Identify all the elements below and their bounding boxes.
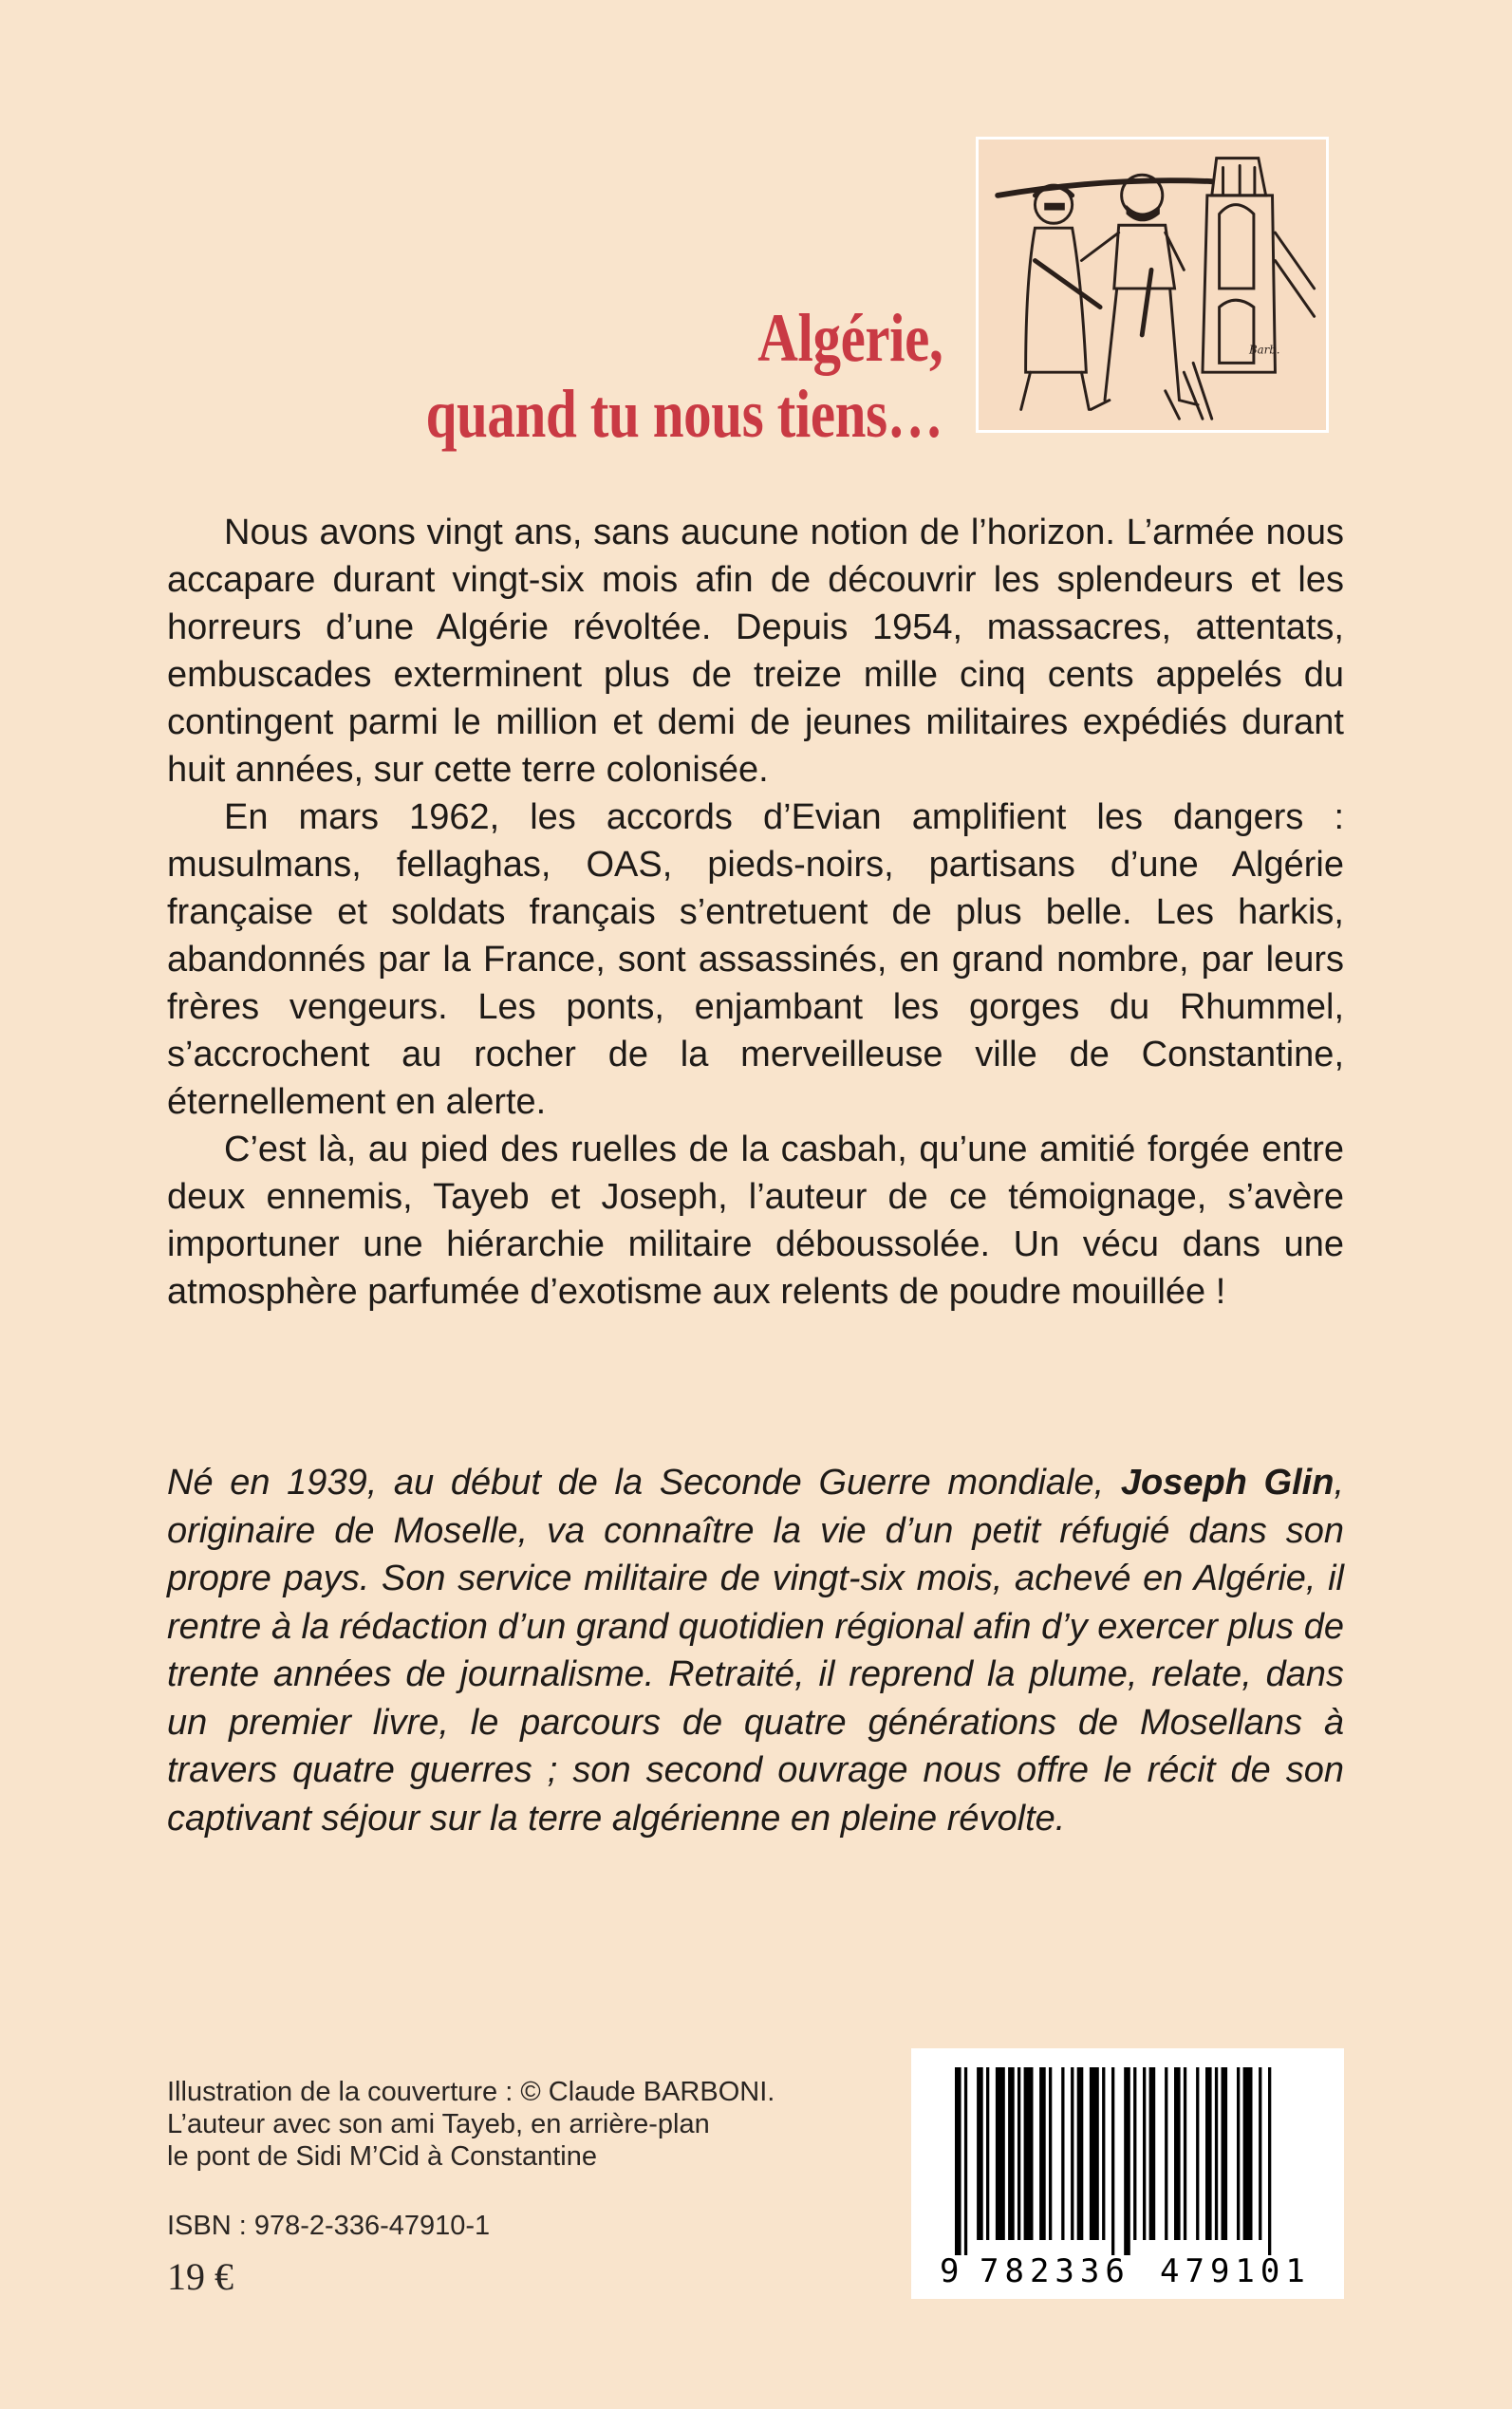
book-title xyxy=(425,300,943,452)
barcode-bar xyxy=(1165,2067,1167,2240)
barcode-bar xyxy=(1196,2067,1199,2240)
barcode-bar xyxy=(1243,2067,1253,2240)
barcode-bar xyxy=(1008,2067,1015,2240)
barcode xyxy=(911,2048,1344,2299)
barcode-graphic xyxy=(911,2048,1344,2299)
bio-intro: Né en 1939, au début de la Seconde Guerre mondiale, xyxy=(167,1463,1121,1503)
barcode-first-digit: 9 xyxy=(940,2252,960,2290)
blurb-paragraph-3: C’est là, au pied des ruelles de la casbah, qu’une amitié forgée entre deux ennemis, Tayeb et Joseph, l’auteur de ce témoignage, s’avère importuner une hiérarchie militaire déboussolée. Un vécu dans une atmosphère parfumée d’exotisme aux relents de poudre mouillée ! xyxy=(167,1130,1344,1312)
barcode-bar xyxy=(1061,2067,1064,2240)
illustration-credits xyxy=(167,2076,775,2173)
barcode-bar xyxy=(1124,2067,1130,2255)
blurb-paragraph-1: Nous avons vingt ans, sans aucune notion de l’horizon. L’armée nous accapare durant vingt-six mois afin de découvrir les splendeurs et les horreurs d’une Algérie révoltée. Depuis 1954, massacres, attentats, embuscades exterminent plus de treize mille cinq cents appelés du contingent parmi le million et demi de jeunes militaires expédiés durant huit années, sur cette terre colonisée. xyxy=(167,513,1344,790)
barcode-bar xyxy=(1205,2067,1212,2240)
barcode-bar xyxy=(1143,2067,1146,2240)
barcode-bar xyxy=(964,2067,967,2255)
signature-text: Barb. xyxy=(1249,343,1280,357)
barcode-bar xyxy=(1111,2067,1114,2255)
barcode-bar xyxy=(977,2067,983,2240)
barcode-bar xyxy=(1222,2067,1228,2240)
book-title-line1: Algérie, xyxy=(756,300,943,376)
barcode-group-2: 479101 xyxy=(1160,2252,1311,2290)
barcode-bar xyxy=(1017,2067,1020,2240)
price: 19 € xyxy=(167,2255,233,2298)
barcode-bar xyxy=(1039,2067,1046,2240)
barcode-bar xyxy=(1090,2067,1099,2240)
blurb-paragraph-2: En mars 1962, les accords d’Evian amplifient les dangers : musulmans, fellaghas, OAS, pieds-noirs, partisans d’une Algérie française et soldats français s’entretuent de plus belle. Les harkis, abandonnés par la France, sont assassinés, en grand nombre, par leurs frères vengeurs. Les ponts, enjambant les gorges du Rhummel, s’accrochent au rocher de la merveilleuse ville de Constantine, éternellement en alerte. xyxy=(167,797,1344,1122)
barcode-bar xyxy=(1024,2067,1034,2240)
barcode-bar xyxy=(1071,2067,1073,2240)
barcode-bar xyxy=(1237,2067,1240,2240)
barcode-bar xyxy=(1184,2067,1186,2240)
barcode-bar xyxy=(1174,2067,1181,2240)
barcode-bar xyxy=(986,2067,989,2240)
barcode-bar xyxy=(1077,2067,1084,2240)
author-bio xyxy=(167,1459,1344,1842)
book-title-line2: quand tu nous tiens… xyxy=(425,376,943,452)
barcode-bar xyxy=(1268,2067,1271,2255)
blurb xyxy=(167,509,1344,1316)
author-name: Joseph Glin xyxy=(1120,1463,1335,1503)
barcode-bar xyxy=(1133,2067,1136,2240)
barcode-bar xyxy=(1215,2067,1218,2240)
barcode-bar xyxy=(1259,2067,1261,2240)
barcode-bar xyxy=(1149,2067,1156,2240)
isbn: ISBN : 978-2-336-47910-1 xyxy=(167,2211,491,2241)
barcode-bar xyxy=(1049,2067,1052,2240)
bio-rest: , originaire de Moselle, va connaître la vie d’un petit réfugié dans son propre pays. Son service militaire de vingt-six mois, achevé en Algérie, il rentre à la rédaction d’un grand quotidien régional afin d’y exercer plus de trente années de journalisme. Retraité, il reprend la plume, relate, dans un premier livre, le parcours de quatre générations de Mosellans à travers quatre guerres ; son second ouvrage nous offre le récit de son captivant séjour sur la terre algérienne en pleine révolte. xyxy=(167,1463,1345,1839)
credits-line-3: le pont de Sidi M’Cid à Constantine xyxy=(167,2141,597,2172)
barcode-bar xyxy=(1102,2067,1105,2240)
credits-line-2: L’auteur avec son ami Tayeb, en arrière-plan xyxy=(167,2109,710,2139)
soldiers-bridge-sketch-icon xyxy=(979,140,1326,430)
cover-illustration xyxy=(976,137,1329,433)
credits-line-1: Illustration de la couverture : © Claude BARBONI. xyxy=(167,2077,775,2107)
barcode-bar xyxy=(955,2067,961,2255)
barcode-bar xyxy=(996,2067,1005,2240)
barcode-group-1: 782336 xyxy=(980,2252,1130,2290)
